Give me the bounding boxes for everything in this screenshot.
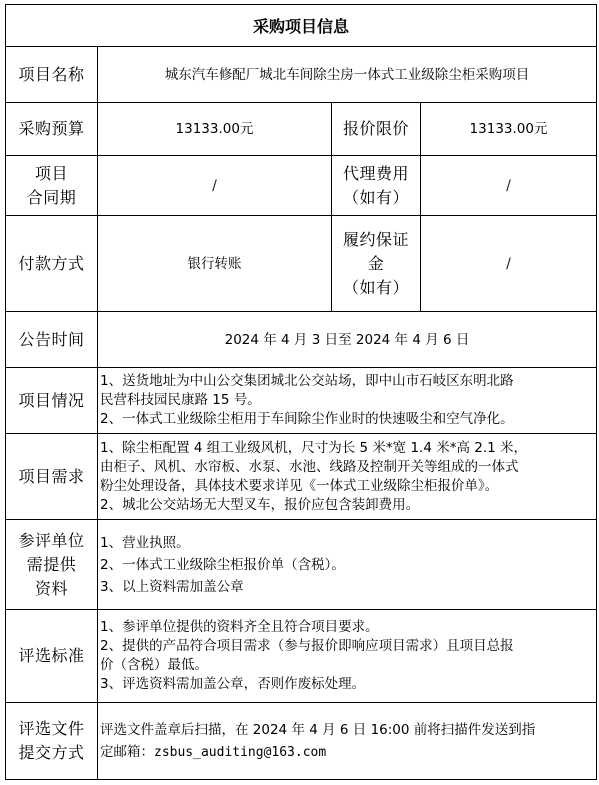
project-name-label: 项目名称 (6, 47, 98, 103)
text-line: 2、一体式工业级除尘柜用于车间除尘作业时的快速吸尘和空气净化。 (100, 411, 514, 427)
budget-label: 采购预算 (6, 103, 98, 156)
performance-bond-label-line2: 金 (367, 253, 385, 273)
title-row (6, 5, 597, 47)
project-name-row (6, 47, 597, 103)
project-requirements-label: 项目需求 (6, 434, 98, 520)
submission-label-line1: 评选文件 (18, 719, 85, 738)
performance-bond-value: / (421, 216, 597, 312)
payment-value: 银行转账 (98, 216, 332, 312)
contract-period-value: / (98, 156, 332, 216)
criteria-row (6, 610, 597, 703)
text-line: 民营科技园民康路 15 号。 (100, 392, 261, 408)
contract-period-label-line2: 合同期 (26, 187, 77, 207)
price-limit-label: 报价限价 (332, 103, 421, 156)
performance-bond-label-line3: （如有） (342, 277, 409, 297)
text-line: 2、一体式工业级除尘柜报价单（含税）。 (100, 556, 345, 573)
required-documents-label-line2: 需提供 (26, 554, 77, 574)
text-line: 评选文件盖章后扫描，在 2024 年 4 月 6 日 16:00 前将扫描件发送到指 (100, 721, 536, 738)
procurement-info-table (5, 4, 597, 780)
contract-period-label-line1: 项目 (34, 163, 68, 183)
text-line: 由柜子、风机、水帘板、水泵、水池、线路及控制开关等组成的一体式 (100, 458, 519, 475)
project-requirements-value (98, 434, 597, 520)
project-name-value: 城东汽车修配厂城北车间除尘房一体式工业级除尘柜采购项目 (98, 47, 597, 103)
email-address: zsbus_auditing@163.com (154, 744, 327, 760)
text-line: 1、除尘柜配置 4 组工业级风机，尺寸为长 5 米*宽 1.4 米*高 2.1 米， (100, 439, 528, 456)
contract-period-label (6, 156, 98, 216)
budget-value: 13133.00元 (98, 103, 332, 156)
required-documents-row (6, 520, 597, 610)
text-line: 3、评选资料需加盖公章，否则作废标处理。 (100, 676, 366, 692)
table-title: 采购项目信息 (6, 5, 597, 47)
submission-label-line2: 提交方式 (18, 743, 85, 762)
contract-period-row (6, 156, 597, 216)
agency-fee-label-line2: （如有） (342, 187, 409, 207)
text-line: 2、提供的产品符合项目需求（参与报价即响应项目需求）且项目总报 (100, 638, 514, 654)
criteria-label: 评选标准 (6, 610, 98, 703)
announcement-value: 2024 年 4 月 3 日至 2024 年 4 月 6 日 (98, 312, 597, 368)
required-documents-label-line3: 资料 (34, 578, 68, 598)
required-documents-label (6, 520, 98, 610)
announcement-row (6, 312, 597, 368)
text-line: 1、营业执照。 (100, 534, 190, 551)
text-line: 2、城北公交站场无大型叉车，报价应包含装卸费用。 (100, 496, 420, 513)
project-requirements-row (6, 434, 597, 520)
text-line (100, 741, 594, 764)
text-line: 价（含税）最低。 (100, 657, 208, 673)
price-limit-value: 13133.00元 (421, 103, 597, 156)
submission-label (6, 703, 98, 780)
announcement-label: 公告时间 (6, 312, 98, 368)
text-line: 1、送货地址为中山公交集团城北公交站场，即中山市石岐区东明北路 (100, 373, 514, 389)
agency-fee-label-line1: 代理费用 (342, 163, 409, 183)
budget-row (6, 103, 597, 156)
text-line: 1、参评单位提供的资料齐全且符合项目要求。 (100, 619, 379, 635)
project-situation-value (98, 368, 597, 434)
performance-bond-label (332, 216, 421, 312)
project-situation-row (6, 368, 597, 434)
payment-row (6, 216, 597, 312)
criteria-value (98, 610, 597, 703)
text-line: 粉尘处理设备，具体技术要求详见《一体式工业级除尘柜报价单》。 (100, 477, 499, 494)
payment-label: 付款方式 (6, 216, 98, 312)
email-prefix: 定邮箱： (100, 743, 154, 760)
project-situation-label: 项目情况 (6, 368, 98, 434)
agency-fee-value: / (421, 156, 597, 216)
submission-value (98, 703, 597, 780)
submission-row (6, 703, 597, 780)
required-documents-value (98, 520, 597, 610)
agency-fee-label (332, 156, 421, 216)
text-line: 3、以上资料需加盖公章 (100, 578, 244, 595)
performance-bond-label-line1: 履约保证 (342, 229, 409, 249)
required-documents-label-line1: 参评单位 (18, 530, 85, 550)
